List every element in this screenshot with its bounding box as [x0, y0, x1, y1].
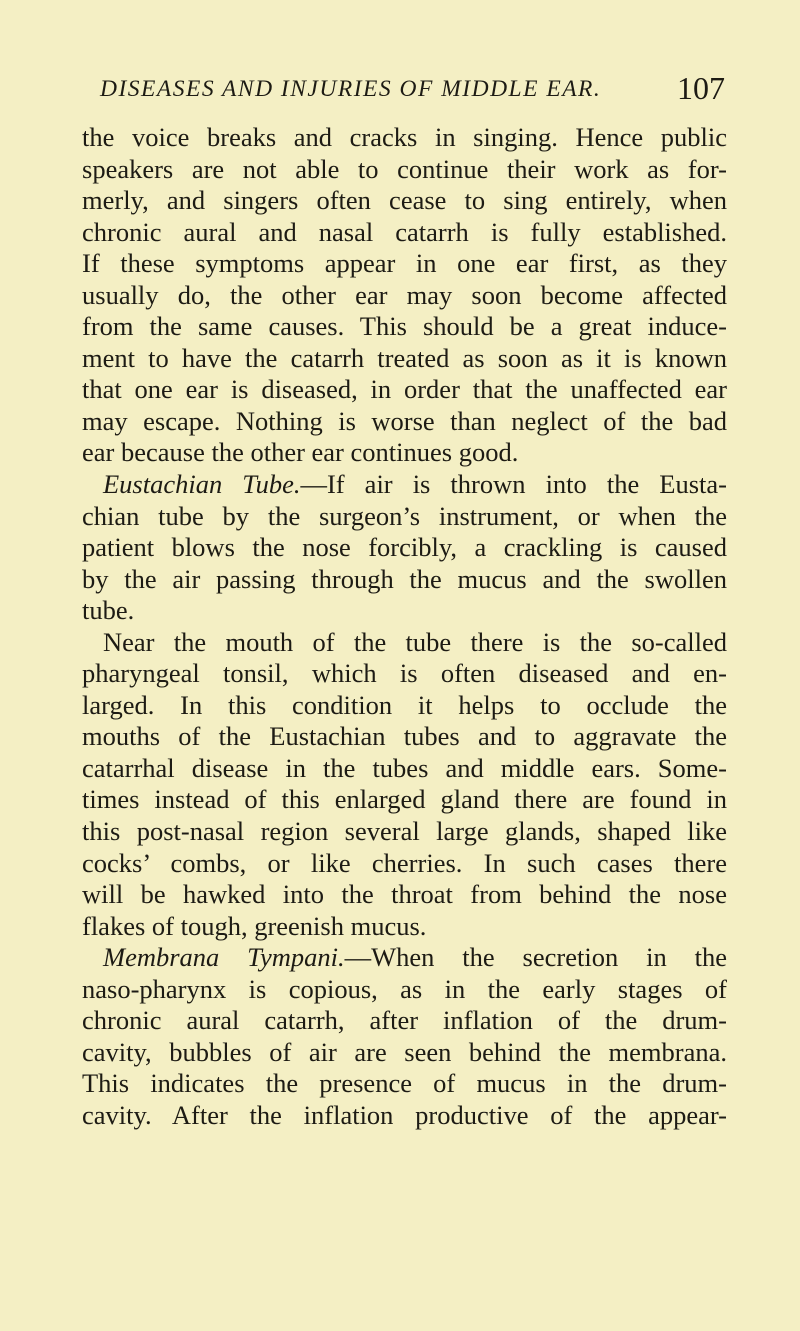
text-line: ear because the other ear continues good. [82, 437, 519, 468]
text-line: larged. In this condition it helps to occlude the [82, 689, 727, 720]
text-line: the voice breaks and cracks in singing. Hence public [82, 122, 727, 152]
body-text [82, 122, 727, 1132]
text-line: ment to have the catarrh treated as soon as it is known [82, 342, 727, 373]
running-title: DISEASES AND INJURIES OF MIDDLE EAR. [100, 76, 602, 102]
text-line: this post-nasal region several large glands, shaped like [82, 816, 727, 847]
text-line [82, 469, 727, 501]
text-line: catarrhal disease in the tubes and middle ears. Some- [82, 752, 727, 783]
text-line: times instead of this enlarged gland there are found in [82, 784, 727, 815]
text-line: chian tube by the surgeon’s instrument, or when the [82, 500, 727, 531]
text-line: tube. [82, 595, 135, 626]
text-line: speakers are not able to continue their work as for- [82, 153, 727, 184]
text-line: will be hawked into the throat from behind the nose [82, 879, 727, 910]
text-run: —When the secretion in the [344, 942, 727, 973]
text-line: mouths of the Eustachian tubes and to aggravate the [82, 721, 727, 752]
text-line: that one ear is diseased, in order that the unaffected ear [82, 374, 727, 405]
text-line [82, 942, 727, 974]
text-run: —If air is thrown into the Eusta- [300, 469, 727, 500]
text-line: chronic aural catarrh, after inflation of the drum- [82, 1005, 727, 1036]
text-line: flakes of tough, greenish mucus. [82, 910, 427, 941]
running-head [100, 70, 725, 110]
text-line: naso-pharynx is copious, as in the early stages of [82, 973, 727, 1004]
text-line: merly, and singers often cease to sing entirely, when [82, 185, 727, 216]
section-heading-membrana-tympani: Membrana Tympani. [103, 942, 345, 973]
text-line: cavity, bubbles of air are seen behind the membrana. [82, 1036, 727, 1067]
text-line: may escape. Nothing is worse than neglect of the bad [82, 405, 727, 436]
text-line: cavity. After the inflation productive of the appear- [82, 1099, 727, 1130]
text-line: chronic aural and nasal catarrh is fully established. [82, 216, 727, 247]
page-number: 107 [677, 70, 725, 106]
text-line: This indicates the presence of mucus in the drum- [82, 1068, 727, 1099]
text-line: Near the mouth of the tube there is the so-called [103, 626, 727, 657]
text-line: by the air passing through the mucus and the swollen [82, 563, 727, 594]
text-line: usually do, the other ear may soon become affected [82, 279, 727, 310]
text-line: cocks’ combs, or like cherries. In such cases there [82, 847, 727, 878]
text-line: patient blows the nose forcibly, a crackling is caused [82, 532, 727, 563]
text-line: pharyngeal tonsil, which is often diseased and en- [82, 658, 727, 689]
text-line: If these symptoms appear in one ear first, as they [82, 248, 727, 279]
section-heading-eustachian-tube: Eustachian Tube. [103, 469, 301, 500]
text-line: from the same causes. This should be a great induce- [82, 311, 727, 342]
